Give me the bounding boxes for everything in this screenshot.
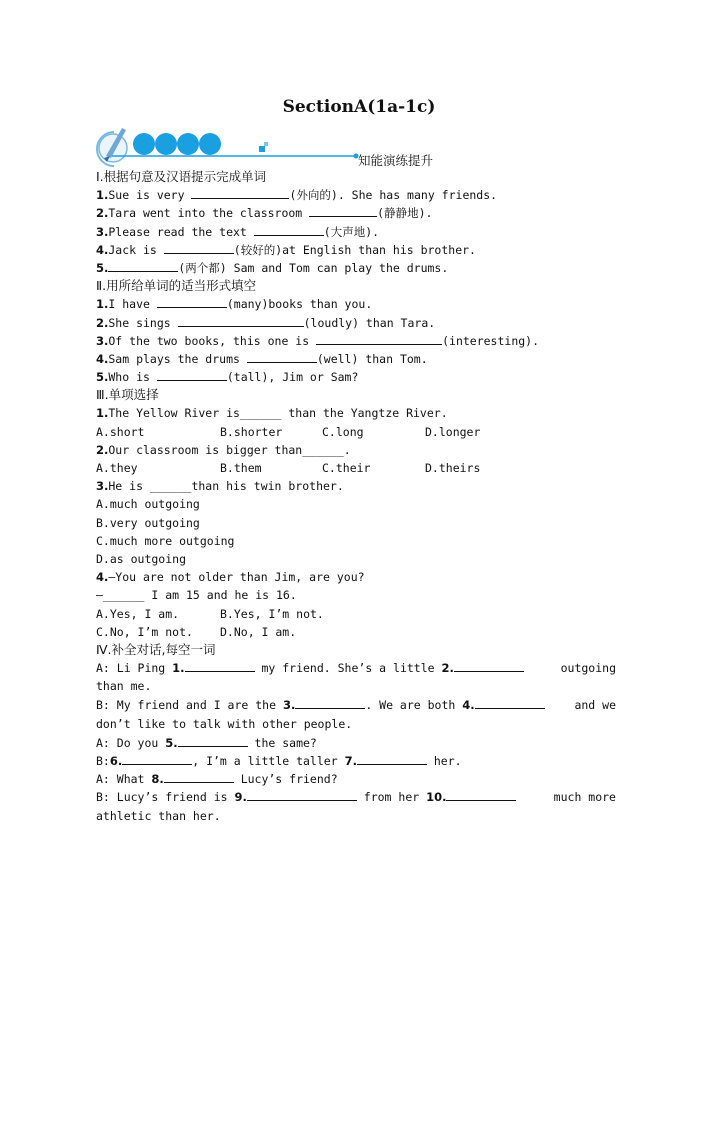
option-a[interactable]: A.they (96, 461, 138, 475)
answer-blank[interactable] (254, 223, 324, 236)
option-d[interactable]: D.theirs (425, 461, 481, 475)
banner-dot (133, 133, 155, 155)
s2-item-1: 1.I have (many)books than you. (96, 297, 373, 312)
banner-square (264, 142, 268, 146)
answer-blank[interactable] (247, 788, 357, 801)
s1-item-3: 3.Please read the text (大声地). (96, 224, 380, 239)
option-c[interactable]: C.No, I’m not. (96, 624, 193, 639)
answer-blank[interactable] (357, 752, 427, 765)
banner-label: 知能演练提升 (358, 153, 434, 168)
s1-item-1: 1.Sue is very (外向的). She has many friends. (96, 188, 498, 203)
answer-blank[interactable] (191, 186, 289, 199)
answer-blank[interactable] (178, 314, 304, 327)
banner-square (259, 146, 265, 152)
s3-question-2: 2.Our classroom is bigger than______. (96, 442, 351, 457)
s2-item-2: 2.She sings (loudly) than Tara. (96, 315, 436, 330)
s3-question-4: 4.—You are not older than Jim, are you? (96, 570, 365, 585)
answer-blank[interactable] (157, 295, 227, 308)
option-c[interactable]: C.their (322, 461, 371, 475)
answer-blank[interactable] (108, 259, 178, 272)
option-a[interactable]: A.short (96, 424, 145, 439)
answer-blank[interactable] (178, 734, 248, 747)
answer-blank[interactable] (309, 204, 377, 217)
s3-q2-options (96, 459, 616, 477)
dialogue-line-6: B: Lucy’s friend is 9. from her 10. much more athletic than her. (96, 790, 616, 823)
option-d[interactable]: D.No, I am. (220, 624, 297, 639)
section-4-heading: Ⅳ.补全对话,每空一词 (96, 641, 216, 657)
dialogue-line-2: B: My friend and I are the 3. . We are both 4. and we don’t like to talk with other people. (96, 698, 616, 731)
s1-item-2: 2.Tara went into the classroom (静静地). (96, 206, 433, 221)
answer-blank[interactable] (316, 332, 442, 345)
s1-item-4: 4.Jack is (较好的)at English than his brother. (96, 242, 476, 257)
s1-item-5: 5. (两个都) Sam and Tom can play the drums. (96, 260, 449, 275)
option-b[interactable]: B.them (220, 461, 262, 475)
s2-item-4: 4.Sam plays the drums (well) than Tom. (96, 351, 428, 366)
worksheet-content (96, 168, 616, 826)
dialogue-line-1: A: Li Ping 1. my friend. She’s a little 2. outgoing than me. (96, 661, 616, 694)
option-a[interactable]: A.Yes, I am. (96, 606, 180, 621)
answer-blank[interactable] (454, 659, 524, 672)
s3-question-1: 1.The Yellow River is______ than the Yangtze River. (96, 406, 448, 421)
banner-dot (177, 133, 199, 155)
answer-blank[interactable] (185, 659, 255, 672)
dialogue-line-4: B:6. , I’m a little taller 7. her. (96, 754, 462, 768)
option-b[interactable]: B.very outgoing (96, 515, 200, 530)
section-3-heading: Ⅲ.单项选择 (96, 387, 159, 403)
s2-item-3: 3.Of the two books, this one is (interesting). (96, 333, 540, 348)
answer-blank[interactable] (247, 350, 317, 363)
s3-question-3: 3.He is ______than his twin brother. (96, 479, 344, 494)
answer-blank[interactable] (446, 788, 516, 801)
s2-item-5: 5.Who is (tall), Jim or Sam? (96, 370, 359, 385)
option-c[interactable]: C.much more outgoing (96, 533, 235, 548)
option-c[interactable]: C.long (322, 424, 364, 439)
s3-q1-options (96, 423, 616, 441)
answer-blank[interactable] (122, 752, 192, 765)
banner-dot (155, 133, 177, 155)
dialogue-line-5: A: What 8. Lucy’s friend? (96, 772, 338, 787)
section-2-heading: Ⅱ.用所给单词的适当形式填空 (96, 278, 257, 294)
banner-dot (199, 133, 221, 155)
option-b[interactable]: B.shorter (220, 424, 283, 439)
page-title: SectionA(1a-1c) (282, 97, 436, 117)
answer-blank[interactable] (157, 368, 227, 381)
s3-question-4-reply: —______ I am 15 and he is 16. (96, 588, 297, 603)
answer-blank[interactable] (164, 241, 234, 254)
option-d[interactable]: D.as outgoing (96, 551, 187, 566)
s3-q4-options-row-2 (96, 623, 616, 641)
section-1-heading: Ⅰ.根据句意及汉语提示完成单词 (96, 169, 267, 184)
option-b[interactable]: B.Yes, I’m not. (220, 606, 324, 621)
paintbrush-icon (97, 128, 127, 166)
answer-blank[interactable] (164, 770, 234, 783)
option-a[interactable]: A.much outgoing (96, 497, 200, 512)
answer-blank[interactable] (295, 696, 365, 709)
s3-q4-options-row-1 (96, 605, 616, 623)
answer-blank[interactable] (475, 696, 545, 709)
dialogue-line-3: A: Do you 5. the same? (96, 735, 317, 750)
option-d[interactable]: D.longer (425, 424, 481, 439)
